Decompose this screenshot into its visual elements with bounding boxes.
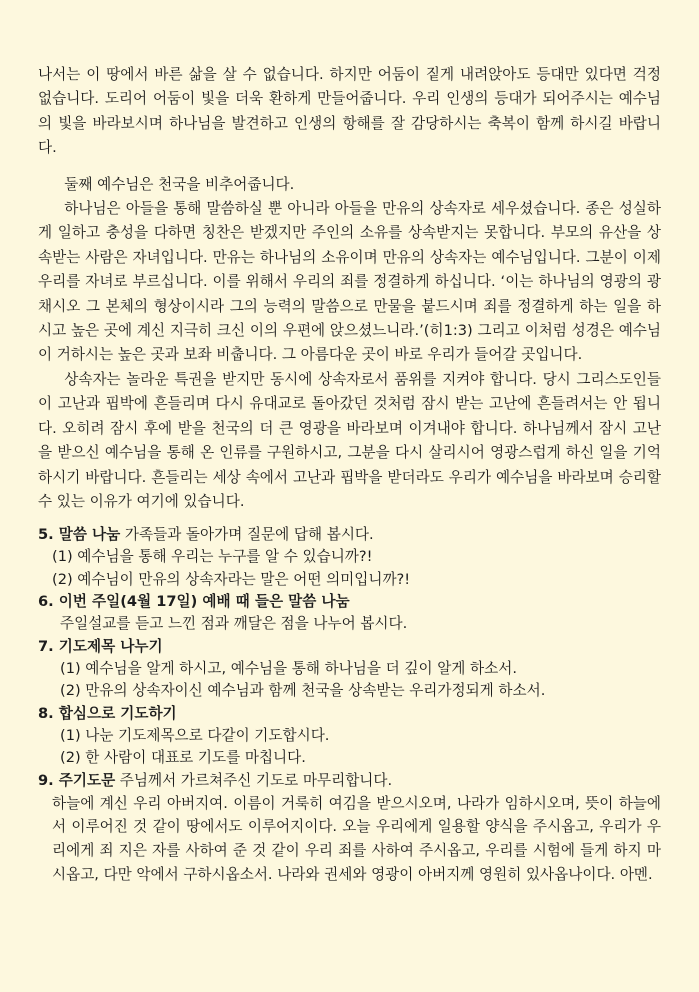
section-5-title: 5. 말씀 나눔 <box>38 526 121 544</box>
section-9 <box>38 770 661 886</box>
section-6 <box>38 591 661 636</box>
section-8-title: 8. 합심으로 기도하기 <box>38 704 177 722</box>
question-item: (1) 예수님을 통해 우리는 누구를 알 수 있습니까?! <box>52 548 373 566</box>
section-6-title: 6. 이번 주일(4월 17일) 예배 때 들은 말씀 나눔 <box>38 593 350 611</box>
section-9-title: 9. 주기도문 <box>38 771 116 789</box>
prayer-step-item: (1) 나눈 기도제목으로 다같이 기도합시다. <box>60 726 330 744</box>
question-item: (2) 예수님이 만유의 상속자라는 말은 어떤 의미입니까?! <box>52 570 411 588</box>
paragraph-heir: 하나님은 아들을 통해 말씀하실 뿐 아니라 아들을 만유의 상속자로 세우셨습니다. 종은 성실하게 일하고 충성을 다하면 칭찬은 받겠지만 주인의 소유를 상속받지는 못합니다. 부모의 유산을 상속받는 사람은 자녀입니다. 만유는 하나님의 소유이며 만유의 상속자는 예수님입니다. 그분이 이제 우리를 자녀로 부르십니다. 이를 위해서 우리의 죄를 정결하게 하십니다. ‘이는 하나님의 영광의 광채시오 그 본체의 형상이시라 그의 능력의 말씀으로 만물을 붙드시며 죄를 정결하게 하는 일을 하시고 높은 곳에 계신 지극히 크신 이의 우편에 앉으셨느니라.’(히1:3) 그리고 이처럼 성경은 예수님이 거하시는 높은 곳과 보좌 비춥니다. 그 아름다운 곳이 바로 우리가 들어갈 곳입니다. <box>38 200 661 364</box>
prayer-step-item: (2) 한 사람이 대표로 기도를 마칩니다. <box>60 749 306 767</box>
spacer <box>38 161 661 173</box>
section-6-desc: 주일설교를 듣고 느낀 점과 깨달은 점을 나누어 봅시다. <box>60 615 408 633</box>
section-8 <box>38 703 661 770</box>
section-7 <box>38 636 661 703</box>
prayer-topic-item: (1) 예수님을 알게 하시고, 예수님을 통해 하나님을 더 깊이 알게 하소서. <box>60 659 517 677</box>
paragraph-heaven-heading: 둘째 예수님은 천국을 비추어줍니다. <box>64 175 295 193</box>
paragraph-lighthouse: 나서는 이 땅에서 바른 삶을 살 수 없습니다. 하지만 어둠이 짙게 내려앉아도 등대만 있다면 걱정 없습니다. 도리어 어둠이 빛을 더욱 환하게 만들어줍니다. 우리 인생의 등대가 되어주시는 예수님의 빛을 바라보시며 하나님을 발견하고 인생의 항해를 잘 감당하시는 축복이 함께 하시길 바랍니다. <box>38 66 661 157</box>
section-5-desc: 가족들과 돌아가며 질문에 답해 봅시다. <box>120 526 374 544</box>
lords-prayer-text: 하늘에 계신 우리 아버지여. 이름이 거룩히 여김을 받으시오며, 나라가 임하시오며, 뜻이 하늘에서 이루어진 것 같이 땅에서도 이루어지이다. 오늘 우리에게 일용할 양식을 주시옵고, 우리가 우리에게 죄 지은 자를 사하여 준 것 같이 우리 죄를 사하여 주시옵고, 우리를 시험에 들게 하지 마시옵고, 다만 악에서 구하시옵소서. 나라와 권세와 영광이 아버지께 영원히 있사옵나이다. 아멘. <box>52 794 661 883</box>
section-7-title: 7. 기도제목 나누기 <box>38 637 163 655</box>
section-9-desc: 주님께서 가르쳐주신 기도로 마무리합니다. <box>115 771 393 789</box>
section-5 <box>38 524 661 591</box>
prayer-topic-item: (2) 만유의 상속자이신 예수님과 함께 천국을 상속받는 우리가정되게 하소서. <box>60 682 546 700</box>
paragraph-dignity: 상속자는 놀라운 특권을 받지만 동시에 상속자로서 품위를 지켜야 합니다. 당시 그리스도인들이 고난과 핍박에 흔들리며 다시 유대교로 돌아갔던 것처럼 잠시 받는 고난에 흔들려서는 안 됩니다. 오히려 잠시 후에 받을 천국의 더 큰 영광을 바라보며 이겨내야 합니다. 하나님께서 잠시 고난을 받으신 예수님을 통해 온 인류를 구원하시고, 그분을 다시 살리시어 영광스럽게 하신 일을 기억하시기 바랍니다. 흔들리는 세상 속에서 고난과 핍박을 받더라도 우리가 예수님을 바라보며 승리할 수 있는 이유가 여기에 있습니다. <box>38 370 661 510</box>
